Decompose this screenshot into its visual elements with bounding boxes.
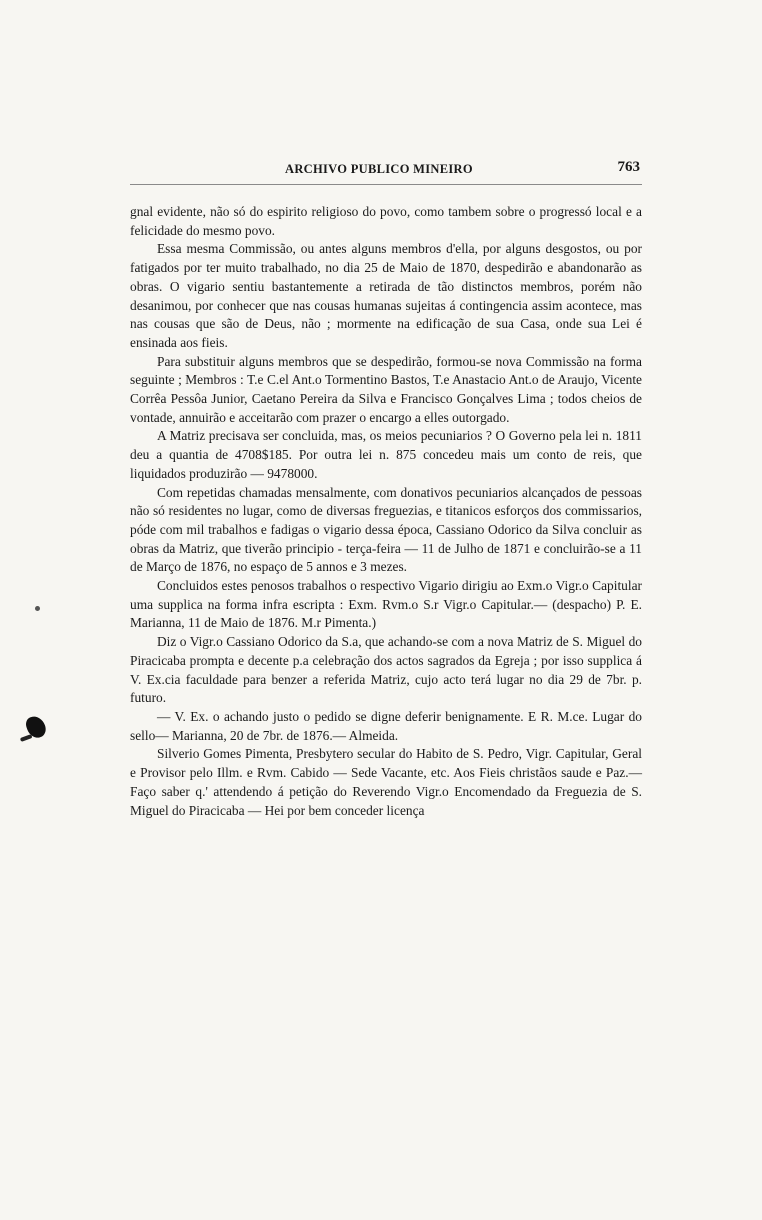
page-header	[130, 160, 650, 184]
margin-ink-blot	[24, 714, 48, 741]
paragraph-3: Para substituir alguns membros que se despedirão, formou-se nova Commissão na forma seguinte ; Membros : T.e C.el Ant.o Tormentino Bastos, T.e Anastacio Ant.o de Araujo, Vicente Corrêa Pessôa Junior, Caetano Pereira da Silva e Francisco Gonçalves Lima ; todos cheios de vontade, annuirão e acceitarão com prazer o encargo a elles outorgado.	[130, 353, 642, 425]
paragraph-9: Silverio Gomes Pimenta, Presbytero secular do Habito de S. Pedro, Vigr. Capitular, Geral e Provisor pelo Illm. e Rvm. Cabido — Sede Vacante, etc. Aos Fieis christãos saude e Paz.— Faço saber q.' attendendo á petição do Reverendo Vigr.o Encomendado da Freguezia de S. Miguel do Piracicaba — Hei por bem conceder licença	[130, 746, 642, 818]
header-rule	[130, 184, 642, 185]
margin-dot-mark	[35, 606, 40, 611]
body-text	[130, 203, 642, 820]
paragraph-2: Essa mesma Commissão, ou antes alguns membros d'ella, por alguns desgostos, ou por fatigados por ter muito trabalhado, no dia 25 de Maio de 1870, despedirão e abandonarão as obras. O vigario sentiu bastantemente a retirada de tão distinctos membros, porém não desanimou, por conhecer que nas cousas humanas sujeitas á contingencia assim acontece, mas nas cousas que são de Deus, não ; mormente na edificação de sua Casa, onde sua Lei é ensinada aos fieis.	[130, 241, 642, 350]
paragraph-8: — V. Ex. o achando justo o pedido se digne deferir benignamente. E R. M.ce. Lugar do sello— Marianna, 20 de 7br. de 1876.— Almeida.	[130, 708, 642, 743]
paragraph-1: gnal evidente, não só do espirito religioso do povo, como tambem sobre o progressó local e a felicidade do mesmo povo.	[130, 204, 642, 238]
paragraph-5: Com repetidas chamadas mensalmente, com donativos pecuniarios alcançados de pessoas não só residentes no lugar, como de diversas freguezias, e titanicos esforços dos commissarios, póde com mil trabalhos e fadigas o vigario dessa época, Cassiano Odorico da Silva concluir as obras da Matriz, que tiverão principio - terça-feira — 11 de Julho de 1871 e concluirão-se a 11 de Março de 1876, no espaço de 5 annos e 3 mezes.	[130, 484, 642, 575]
page-number: 763	[617, 159, 640, 175]
paragraph-7: Diz o Vigr.o Cassiano Odorico da S.a, que achando-se com a nova Matriz de S. Miguel do Piracicaba prompta e decente p.a celebração dos actos sagrados da Egreja ; por isso supplica á V. Ex.cia faculdade para benzer a referida Matriz, cujo acto terá lugar no dia 29 de 7br. p. futuro.	[130, 634, 642, 706]
paragraph-6: Concluidos estes penosos trabalhos o respectivo Vigario dirigiu ao Exm.o Vigr.o Capitular uma supplica na forma infra escripta : Exm. Rvm.o S.r Vigr.o Capitular.— (despacho) P. E. Marianna, 11 de Maio de 1876. M.r Pimenta.)	[130, 578, 642, 631]
running-head: ARCHIVO PUBLICO MINEIRO	[285, 162, 473, 176]
paragraph-4: A Matriz precisava ser concluida, mas, os meios pecuniarios ? O Governo pela lei n. 1811 deu a quantia de 4708$185. Por outra lei n. 875 concedeu mais um conto de reis, que liquidados produzirão — 9478000.	[130, 428, 642, 481]
